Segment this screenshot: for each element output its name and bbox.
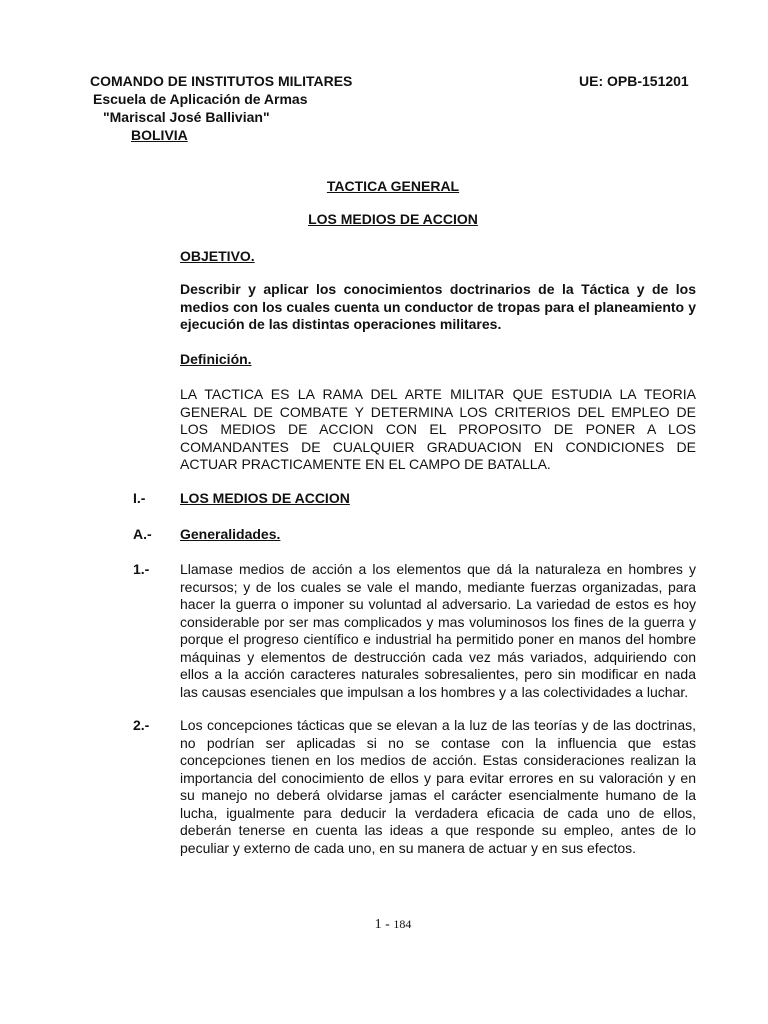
section-number: I.- bbox=[133, 490, 146, 506]
subsection-title: Generalidades. bbox=[180, 526, 281, 542]
objective-text: Describir y aplicar los conocimientos doctrinarios de la Táctica y de los medios con los cuales cuenta un conductor de tropas para el planeamiento y ejecución de las distintas operaciones militares. bbox=[180, 281, 696, 332]
header-marshal: "Mariscal José Ballivian" bbox=[103, 109, 270, 125]
document-title: TACTICA GENERAL bbox=[326, 178, 460, 194]
header-school: Escuela de Aplicación de Armas bbox=[93, 91, 308, 107]
objective-heading: OBJETIVO. bbox=[180, 248, 255, 264]
paragraph-1-number: 1.- bbox=[133, 561, 150, 577]
page-footer bbox=[0, 917, 768, 933]
header-code: UE: OPB-151201 bbox=[579, 73, 689, 89]
definition-heading: Definición. bbox=[180, 351, 252, 367]
header-country: BOLIVIA bbox=[131, 127, 188, 143]
header-command: COMANDO DE INSTITUTOS MILITARES bbox=[90, 73, 353, 89]
footer-page: 1 - bbox=[374, 917, 394, 932]
section-title: LOS MEDIOS DE ACCION bbox=[180, 490, 350, 506]
definition-text: LA TACTICA ES LA RAMA DEL ARTE MILITAR QUE ESTUDIA LA TEORIA GENERAL DE COMBATE Y DETERMINA LOS CRITERIOS DEL EMPLEO DE LOS MEDIOS DE ACCION CON EL PROPOSITO DE PONER A LOS COMANDANTES DE CUALQUIER GRADUACION EN CONDICIONES DE ACTUAR PRACTICAMENTE EN EL CAMPO DE BATALLA. bbox=[180, 386, 696, 472]
footer-total: 184 bbox=[393, 917, 412, 931]
document-subtitle: LOS MEDIOS DE ACCION bbox=[308, 211, 478, 227]
paragraph-1-text: Llamase medios de acción a los elementos que dá la naturaleza en hombres y recursos; y de los cuales se vale el mando, mediante fuerzas organizadas, para hacer la guerra o imponer su voluntad al adversario. La variedad de estos es hoy considerable por ser mas complicados y mas voluminosos los fines de la guerra y porque el progreso científico e industrial ha permitido poner en manos del hombre máquinas y elementos de destrucción cada vez más variados, adquiriendo con ellos a la acción caracteres naturales sobresalientes, pero sin modificar en nada las causas esenciales que impulsan a los hombres y a las colectividades a luchar. bbox=[180, 561, 696, 700]
paragraph-2-number: 2.- bbox=[133, 717, 150, 733]
paragraph-2-text: Los concepciones tácticas que se elevan a la luz de las teorías y de las doctrinas, no podrían ser aplicadas si no se contase con la influencia que estas concepciones tienen en los medios de acción. Estas consideraciones realizan la importancia del conocimiento de ellos y para evitar errores en su valoración y en su manejo no deberá olvidarse jamas el carácter esencialmente humano de la lucha, igualmente para deducir la verdadera eficacia de cada uno de ellos, deberán tenerse en cuenta las ideas a que responde su empleo, antes de lo peculiar y externo de cada uno, en su manera de actuar y en sus efectos. bbox=[180, 717, 696, 856]
subsection-number: A.- bbox=[133, 526, 152, 542]
